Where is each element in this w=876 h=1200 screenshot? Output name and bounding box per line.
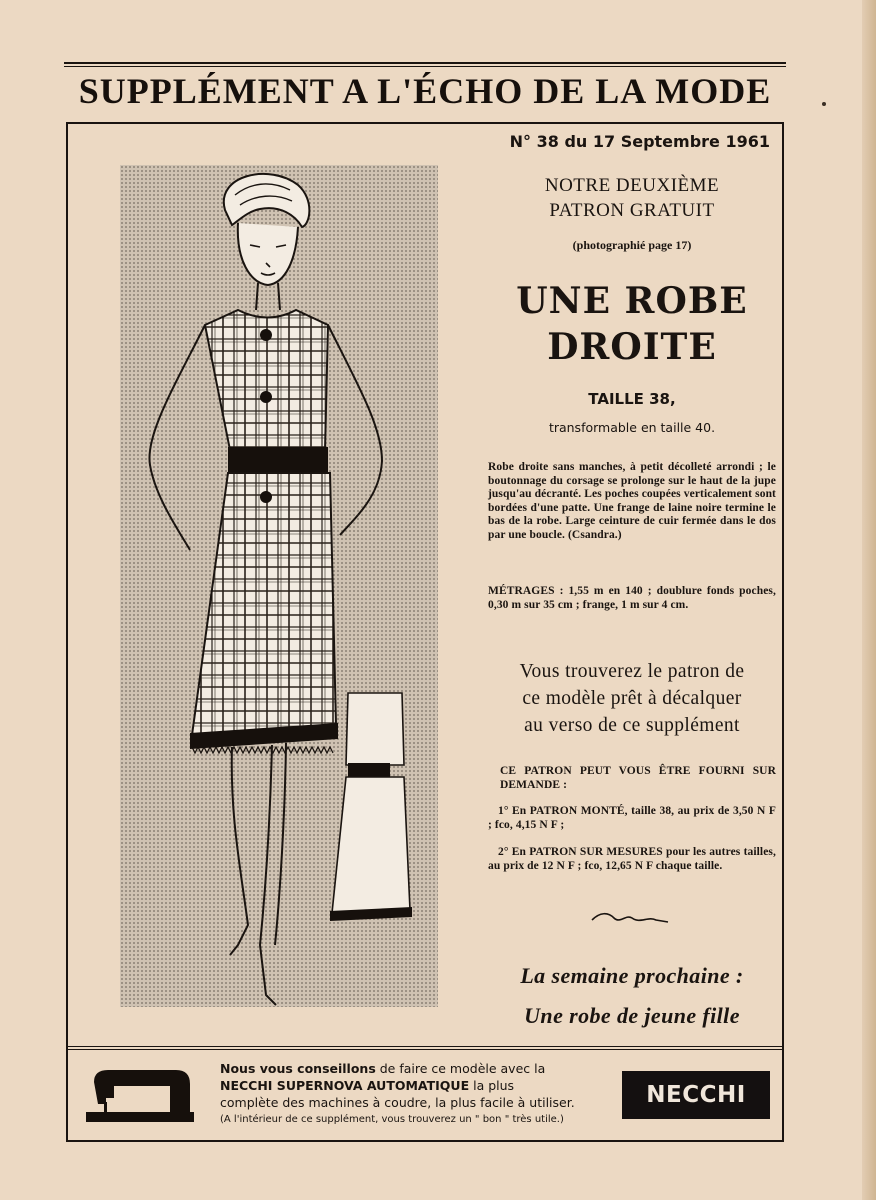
sewing-machine-icon [84, 1064, 196, 1126]
ad-line-1-rest: de faire ce modèle avec la [375, 1061, 546, 1076]
ad-line-2-bold: NECCHI SUPERNOVA AUTOMATIQUE [220, 1078, 470, 1093]
ad-line-1-bold: Nous vous conseillons [220, 1061, 376, 1076]
masthead: SUPPLÉMENT A L'ÉCHO DE LA MODE [78, 71, 772, 111]
paper-speck [822, 102, 826, 106]
ad-divider-thin [66, 1049, 784, 1050]
ad-line-3: complète des machines à coudre, la plus facile à utiliser. [220, 1095, 575, 1110]
advertisement-text [220, 1060, 612, 1128]
subtitle [488, 173, 776, 223]
ad-divider [66, 1046, 784, 1047]
order-heading: CE PATRON PEUT VOUS ÊTRE FOURNI SUR DEMANDE : [500, 765, 776, 791]
meters-label: MÉTRAGES [488, 585, 555, 597]
subtitle-line-1: NOTRE DEUXIÈME [544, 175, 720, 196]
pattern-note [488, 658, 776, 739]
issue-date: N° 38 du 17 Septembre 1961 [509, 132, 770, 151]
meters-text: : 1,55 m en 140 ; doublure fonds poches, 0,30 m sur 35 cm ; frange, 1 m sur 4 cm. [488, 585, 776, 611]
pattern-note-line-1: Vous trouverez le patron de [519, 661, 745, 682]
dress-description: Robe droite sans manches, à petit décolleté arrondi ; le boutonnage du corsage se prolonge sur le haut de la jupe jusqu'au décranté. Les poches coupées verticalement sont bordées d'une patte. Une frange de laine noire termine le bas de la robe. Large ceinture de cuir fermée dans le dos par une boucle. (Csandra.) [488, 461, 776, 541]
necchi-logo: NECCHI [622, 1071, 770, 1119]
order-option-1: 1° En PATRON MONTÉ, taille 38, au prix de 3,50 N F ; fco, 4,15 N F ; [488, 805, 776, 831]
headline-line-2: DROITE [547, 326, 717, 368]
pattern-note-line-3: au verso de ce supplément [524, 715, 740, 736]
next-week-line-2: Une robe de jeune fille [524, 1003, 740, 1028]
next-week-line-1: La semaine prochaine : [520, 963, 744, 988]
pattern-note-line-2: ce modèle prêt à décalquer [522, 688, 742, 709]
dress-figure-drawing [120, 165, 438, 1007]
size-label: TAILLE 38, [588, 390, 676, 408]
fashion-illustration [120, 165, 438, 1007]
next-week-teaser [488, 956, 776, 1036]
headline [488, 278, 776, 370]
headline-line-1: UNE ROBE [516, 280, 748, 322]
fabric-requirements [488, 585, 776, 612]
order-option-2: 2° En PATRON SUR MESURES pour les autres tailles, au prix de 12 N F ; fco, 12,65 N F chaque taille. [488, 846, 776, 872]
top-rule [64, 62, 786, 64]
size-alternative: transformable en taille 40. [548, 420, 716, 435]
photo-note: (photographié page 17) [572, 238, 692, 252]
page-edge [862, 0, 876, 1200]
subtitle-line-2: PATRON GRATUIT [549, 200, 715, 221]
ad-line-2-rest: la plus [469, 1078, 515, 1093]
flourish-ornament [590, 910, 670, 926]
ad-line-4: (A l'intérieur de ce supplément, vous trouverez un " bon " très utile.) [220, 1114, 564, 1125]
top-rule-thin [64, 66, 786, 67]
